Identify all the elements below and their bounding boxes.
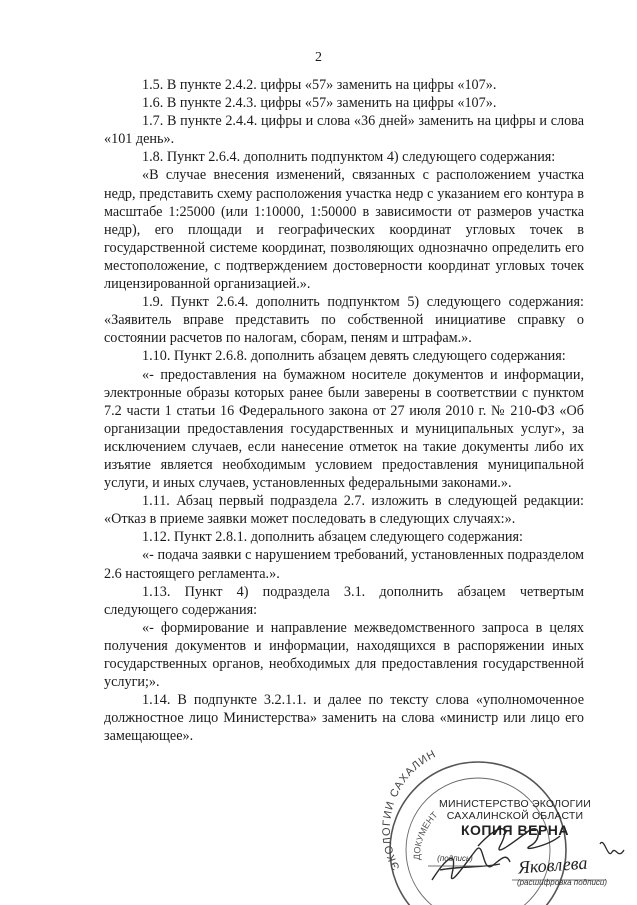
cert-org-line2: САХАЛИНСКОЙ ОБЛАСТИ — [446, 810, 584, 822]
paragraph-1-9: 1.9. Пункт 2.6.4. дополнить подпунктом 5) следующего содержания: «Заявитель вправе представить по собственной инициативе справку о состоянии расчетов по налогам, сборам, пеням и штрафам.». — [104, 294, 584, 347]
paragraph-1-5: 1.5. В пункте 2.4.2. цифры «57» заменить на цифры «107». — [142, 77, 497, 93]
cert-sign-caption: (подпись) — [437, 854, 473, 863]
seal-inner-text: ДОКУМЕНТ — [411, 809, 440, 861]
paragraph-1-13: 1.13. Пункт 4) подраздела 3.1. дополнить абзацем четвертым следующего содержания: — [104, 583, 584, 618]
paragraph-1-6: 1.6. В пункте 2.4.3. цифры «57» заменить на цифры «107». — [142, 95, 497, 112]
paragraph-1-11: 1.11. Абзац первый подраздела 2.7. изложить в следующей редакции: «Отказ в приеме заявки может последовать в следующих случаях:». — [104, 493, 584, 528]
paragraph-1-8: 1.8. Пункт 2.6.4. дополнить подпунктом 4) следующего содержания: — [142, 149, 556, 166]
seal-inner-ring — [406, 778, 550, 905]
cert-org-line1: МИНИСТЕРСТВО ЭКОЛОГИИ — [439, 798, 591, 810]
paragraph-1-10: 1.10. Пункт 2.6.8. дополнить абзацем девять следующего содержания: — [142, 348, 566, 365]
certification-stamp — [420, 796, 610, 888]
seal-text: ЭКОЛОГИИ САХАЛИН — [380, 747, 439, 873]
paragraph-1-10-text: «- предоставления на бумажном носителе документов и информации, электронные образы которых ранее были заверены в соответствии с пунктом 7.2 части 1 статьи 16 Федерального закона от 27 июля 2010 г. № 210-ФЗ «Об организации предоставления государственных и муниципальных услуг», за исключением случаев, если нанесение отметок на такие документы либо их изъятие является необходимым условием предоставления муниципальной услуги, и иных случаев, установленных федеральными законами.». — [104, 366, 584, 492]
paragraph-1-14: 1.14. В подпункте 3.2.1.1. и далее по тексту слова «уполномоченное должностное лицо Министерства» заменить на слова «министр или лицо его замещающее». — [104, 692, 584, 745]
paragraph-1-7: 1.7. В пункте 2.4.4. цифры и слова «36 дней» заменить на цифры и слова «101 день». — [104, 113, 584, 148]
paragraph-1-12: 1.12. Пункт 2.8.1. дополнить абзацем следующего содержания: — [142, 529, 523, 546]
cert-surname: Яковлева — [517, 852, 588, 878]
cert-title: КОПИЯ ВЕРНА — [460, 822, 570, 838]
page-number: 2 — [315, 50, 322, 65]
paragraph-1-8-text: «В случае внесения изменений, связанных с расположением участка недр, представить схему расположения участка недр с указанием его контура в масштабе 1:25000 (или 1:10000, 1:50000 в зависимости от размеров участка недр), его площади и географических координат угловых точек в государственной системе координат, позволяющих однозначно определить его местоположение, с подтверждением достоверности координат угловых точек лицензированной организацией.». — [104, 167, 584, 293]
paragraph-1-12-text: «- подача заявки с нарушением требований, установленных подразделом 2.6 настоящего регламента.». — [104, 547, 584, 582]
decode-signature — [600, 842, 624, 853]
cert-decode-caption: (расшифровка подписи) — [516, 878, 608, 887]
seal-outer-ring — [390, 762, 566, 905]
handwritten-signature — [432, 829, 560, 880]
paragraph-1-13-text: «- формирование и направление межведомственного запроса в целях получения документов и информации, находящихся в распоряжении иных государственных органов, необходимых для предоставления государственной услуги;». — [104, 619, 584, 691]
document-body — [104, 76, 584, 745]
